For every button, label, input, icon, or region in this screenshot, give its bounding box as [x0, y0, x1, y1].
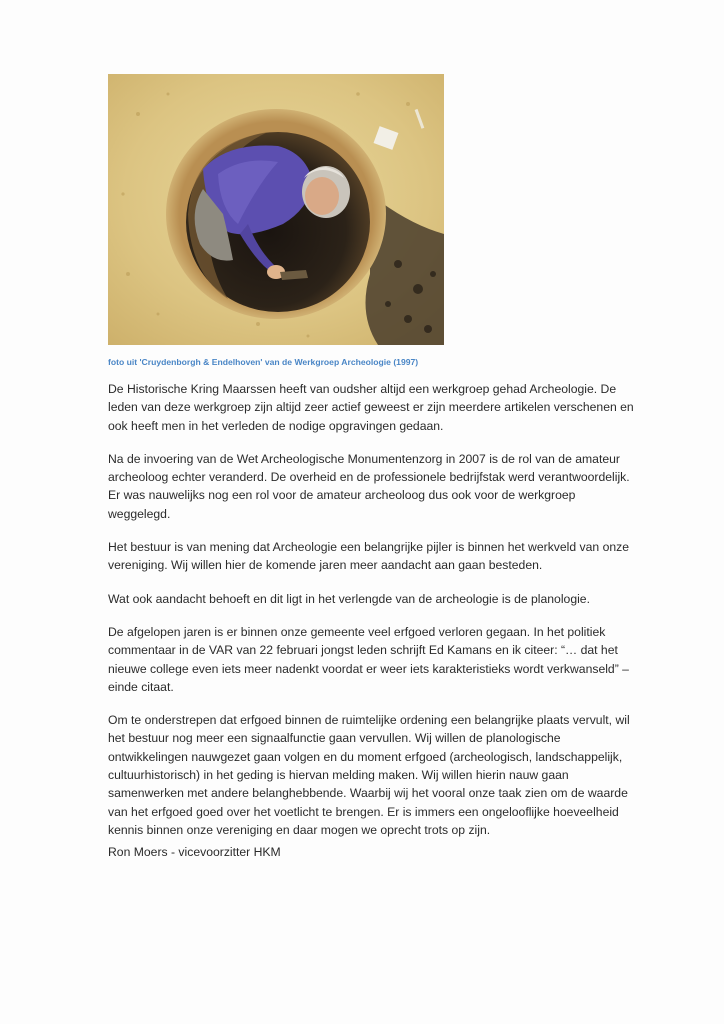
paragraph: Wat ook aandacht behoeft en dit ligt in het verlengde van de archeologie is de planologie.: [108, 591, 590, 606]
article-body: [108, 380, 638, 854]
signature: Ron Moers - vicevoorzitter HKM: [108, 845, 281, 859]
paragraph: Om te onderstrepen dat erfgoed binnen de ruimtelijke ordening een belangrijke plaats vervult, wil het bestuur nog meer een signaalfunctie gaan vervullen. Wij willen de planologische ontwikkelingen nauwgezet gaan volgen en du moment erfgoed (archeologisch, landschappelijk, cultuurhistorisch) in het geding is hiervan melding maken. Wij willen hierin nauw gaan samenwerken met andere belanghebbende. Waarbij wij het vooral onze taak zien om de waarde van het erfgoed goed over het voetlicht te brengen. Er is immers een ongelooflijke hoeveelheid kennis binnen onze vereniging en daar mogen we oprecht trots op zijn.: [108, 713, 630, 837]
paragraph: De Historische Kring Maarssen heeft van oudsher altijd een werkgroep gehad Archeologie. De leden van deze werkgroep zijn altijd zeer actief geweest er zijn meerdere artikelen verschenen en ook heeft men in het verleden de nodige opgravingen gedaan.: [108, 382, 634, 433]
excavation-photo: [108, 74, 444, 345]
paragraph: Na de invoering van de Wet Archeologische Monumentenzorg in 2007 is de rol van de amateur archeoloog echter veranderd. De overheid en de professionele bedrijfstak werd verantwoordelijk. Er was nauwelijks nog een rol voor de amateur archeoloog dus ook voor de werkgroep weggelegd.: [108, 451, 630, 521]
photo-caption: foto uit 'Cruydenborgh & Endelhoven' van de Werkgroep Archeologie (1997): [108, 357, 419, 367]
paragraph: De afgelopen jaren is er binnen onze gemeente veel erfgoed verloren gegaan. In het politiek commentaar in de VAR van 22 februari jongst leden schrijft Ed Kamans en ik citeer: “… dat het nieuwe college even iets meer nadenkt voordat er weer iets karakteristieks wordt verkwanseld” – einde citaat.: [108, 624, 629, 694]
paragraph: Het bestuur is van mening dat Archeologie een belangrijke pijler is binnen het werkveld van onze vereniging. Wij willen hier de komende jaren meer aandacht aan gaan besteden.: [108, 540, 629, 573]
